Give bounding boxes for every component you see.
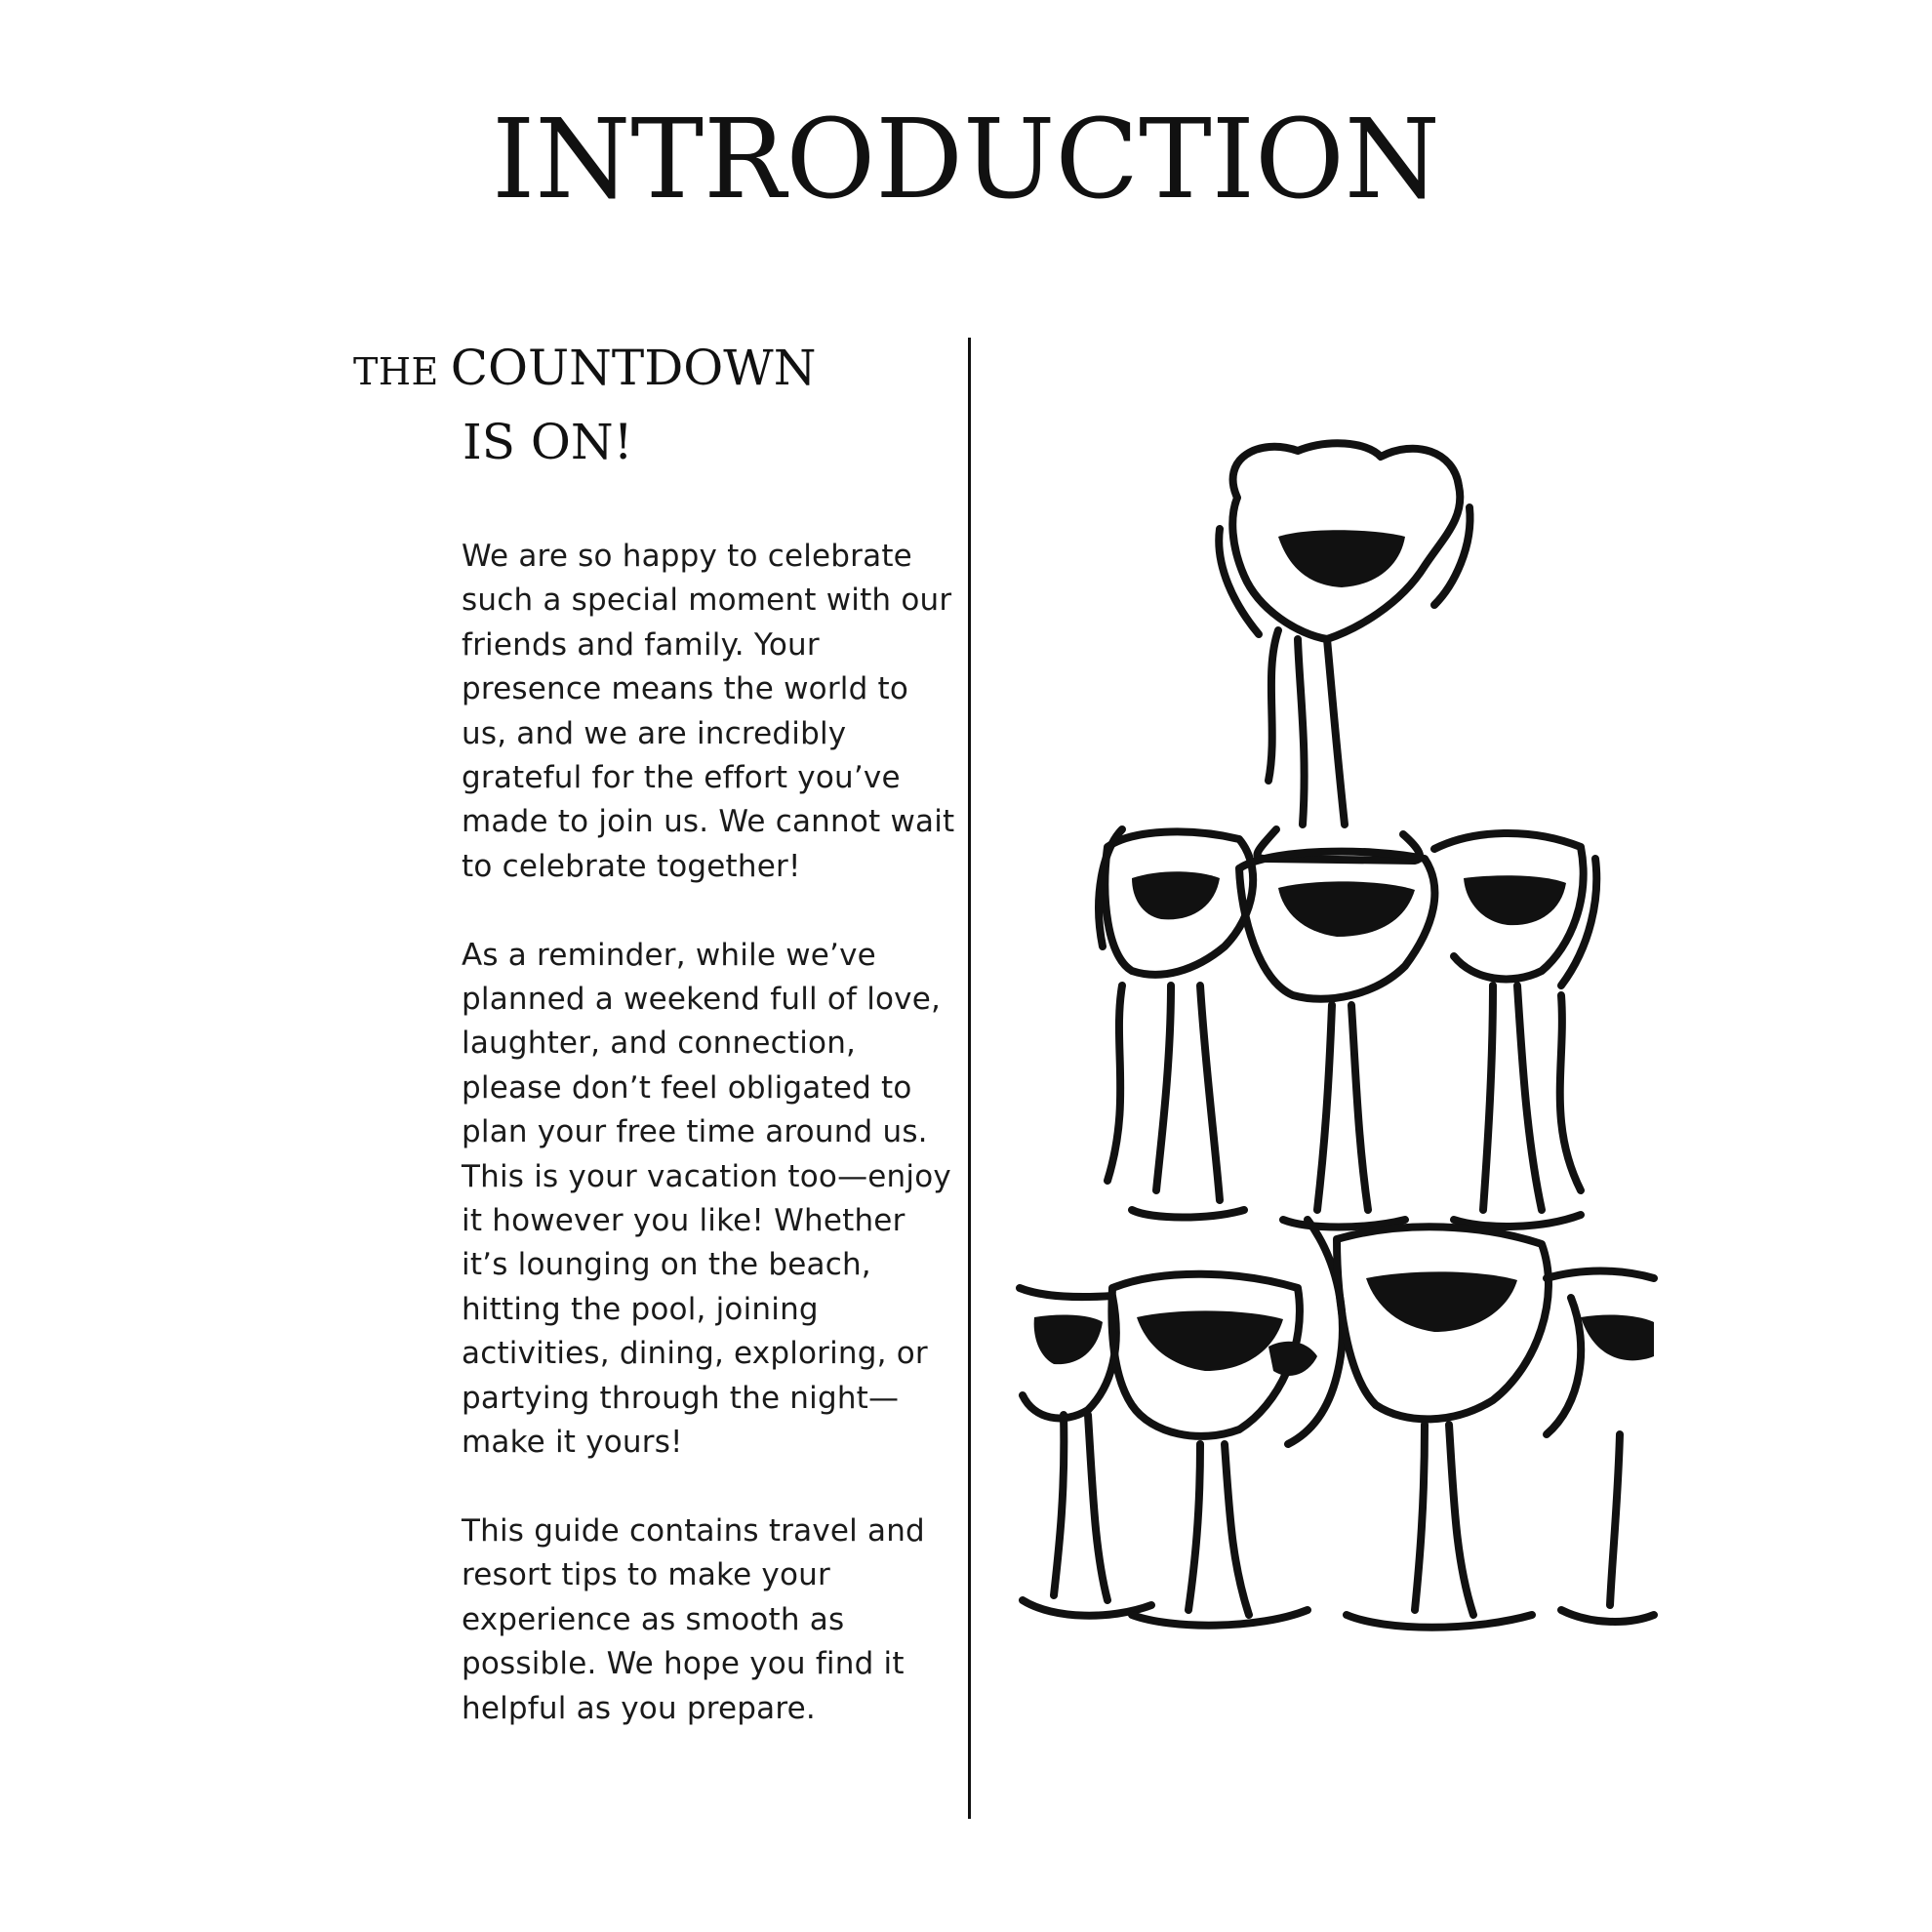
- section-heading: [353, 340, 900, 470]
- top-coupe-glass: [1219, 443, 1469, 861]
- intro-body-text: [462, 535, 959, 1731]
- section-heading-small-word: THE: [353, 350, 439, 393]
- vertical-divider: [968, 338, 971, 1819]
- bottom-coupe-glasses: [1020, 1220, 1654, 1628]
- page-title: INTRODUCTION: [492, 97, 1440, 223]
- intro-paragraph-3: This guide contains travel and resort tips to make your experience as smooth as possible. We hope you find it helpful as you prepare.: [462, 1512, 925, 1726]
- intro-paragraph-1: We are so happy to celebrate such a special moment with our friends and family. Your presence means the world to us, and we are incredibly grateful for the effort you’ve made to join us. We cannot wait to celebrate together!: [462, 539, 955, 884]
- champagne-tower-illustration: [1015, 439, 1659, 1639]
- champagne-tower-drawing: [1015, 439, 1659, 1639]
- intro-paragraph-2: As a reminder, while we’ve planned a weekend full of love, laughter, and connection, please don’t feel obligated to plan your free time around us. This is your vacation too—enjoy it however you like! Whether it’s lounging on the beach, hitting the pool, joining activities, dining, exploring, or partying through the night—make it yours!: [462, 937, 951, 1461]
- section-heading-large-word: COUNTDOWN: [450, 340, 817, 396]
- section-heading-line-1: [353, 340, 900, 396]
- section-heading-line-2: IS ON!: [463, 414, 633, 470]
